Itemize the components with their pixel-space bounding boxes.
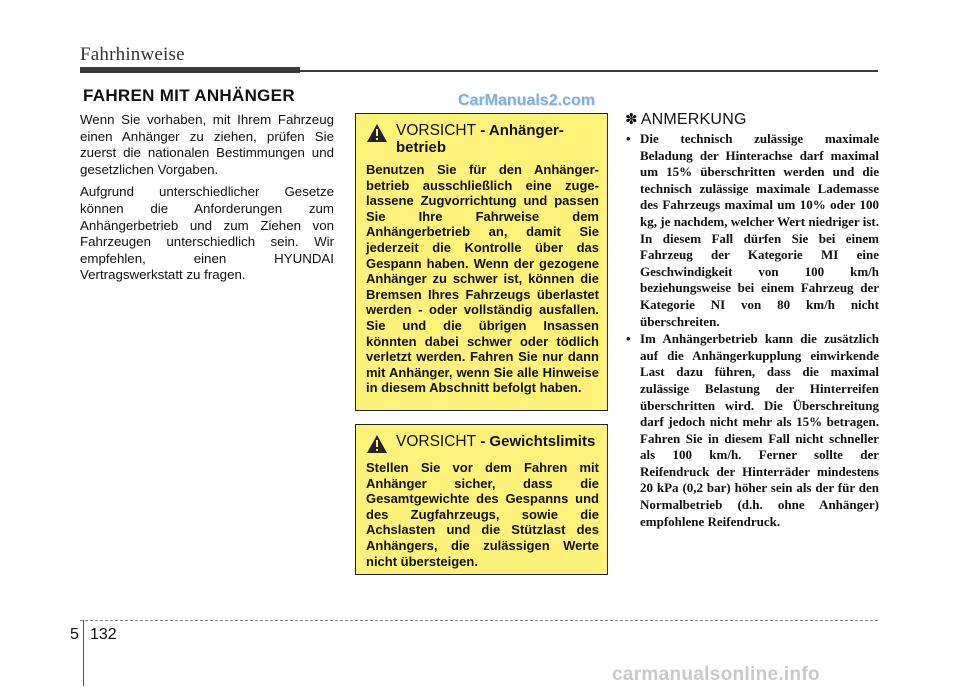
header-rule-thick [80, 67, 300, 73]
caution-box-weight-limits [355, 424, 608, 575]
page-number: 132 [90, 626, 117, 643]
note-list [625, 131, 879, 531]
caution-title: - Gewichtslimits [480, 433, 596, 450]
note-star-icon: ✽ [625, 111, 638, 128]
caution-heading [396, 433, 595, 450]
section-title: FAHREN MIT ANHÄNGER [83, 86, 295, 105]
note-title [625, 110, 747, 129]
footer-divider [83, 620, 84, 686]
caution-header [356, 425, 607, 454]
warning-triangle-icon [366, 434, 388, 454]
chapter-number: 5 [70, 626, 79, 643]
caution-title: - Anhänger-betrieb [396, 122, 564, 156]
footer-rule [80, 620, 878, 621]
page-header-title: Fahrhinweise [80, 44, 185, 65]
warning-triangle-icon [366, 123, 388, 143]
caution-keyword: VORSICHT [396, 433, 477, 450]
bullet-icon: • [626, 331, 631, 347]
watermark-carmanualsonline[interactable]: carmanualsonline.info [612, 664, 820, 685]
list-item [625, 131, 879, 330]
bullet-icon: • [626, 131, 631, 146]
caution-heading [396, 122, 599, 156]
intro-paragraph: Aufgrund unterschiedlicher Gesetze können die Anforderungen zum Anhängerbetrieb und zum Ziehen von Fahrzeugen unterschiedlich sein. Wir empfehlen, einen HYUNDAI Vertragswerkstatt zu fragen. [80, 184, 334, 283]
caution-body: Benutzen Sie für den Anhänger-betrieb ausschließlich eine zuge-lassene Zugvorrichtung und passen Sie Ihre Fahrweise dem Anhängerbetrieb an, damit Sie jederzeit die Kontrolle über das Gespann haben. Wenn der gezogene Anhänger zu schwer ist, können die Bremsen Ihres Fahrzeugs überlastet werden - oder vollständig ausfallen. Sie und die übrigen Insassen könnten dabei schwer oder tödlich verletzt werden. Fahren Sie nur dann mit Anhänger, wenn Sie alle Hinweise in diesem Abschnitt befolgt haben. [366, 162, 599, 396]
intro-text-column [80, 112, 334, 290]
note-item-text: Im Anhängerbetrieb kann die zusätzlich auf die Anhängerkupplung einwirkende Last dazu führen, dass die maximal zulässige Belastung der Hinterreifen überschritten wird. Die Überschreitung darf jedoch nicht mehr als 15% betragen. Fahren Sie in diesem Fall nicht schneller als 100 km/h. Ferner sollte der Reifendruck der Hinterräder mindestens 20 kPa (0,2 bar) höher sein als der für den Normalbetrieb (d.h. ohne Anhänger) empfohlene Reifendruck. [640, 331, 879, 529]
header-rule-thin [300, 70, 878, 72]
caution-header [356, 114, 607, 156]
caution-box-trailer [355, 113, 608, 411]
note-title-text: ANMERKUNG [640, 111, 747, 128]
note-item-text: Die technisch zulässige maximale Beladung der Hinterachse darf maximal um 15% überschritten werden und die technisch zulässige maximale Lademasse des Fahrzeugs maximal um 10% oder 100 kg, je nachdem, welcher Wert niedriger ist. In diesem Fall dürfen Sie bei einem Fahrzeug der Kategorie MI eine Geschwindigkeit von 100 km/h beziehungsweise bei einem Fahrzeug der Kategorie NI von 80 km/h nicht überschreiten. [640, 131, 879, 329]
caution-body: Stellen Sie vor dem Fahren mit Anhänger sicher, dass die Gesamtgewichte des Gespanns und des Zugfahrzeugs, sowie die Achslasten und die Stützlast des Anhängers, die zulässigen Werte nicht übersteigen. [366, 460, 599, 569]
list-item [625, 331, 879, 530]
watermark-carmanuals[interactable]: CarManuals2.com [458, 92, 595, 109]
caution-keyword: VORSICHT [396, 122, 477, 139]
intro-paragraph: Wenn Sie vorhaben, mit Ihrem Fahrzeug einen Anhänger zu ziehen, prüfen Sie zuerst die nationalen Bestimmungen und gesetzlichen Vorgaben. [80, 112, 334, 177]
